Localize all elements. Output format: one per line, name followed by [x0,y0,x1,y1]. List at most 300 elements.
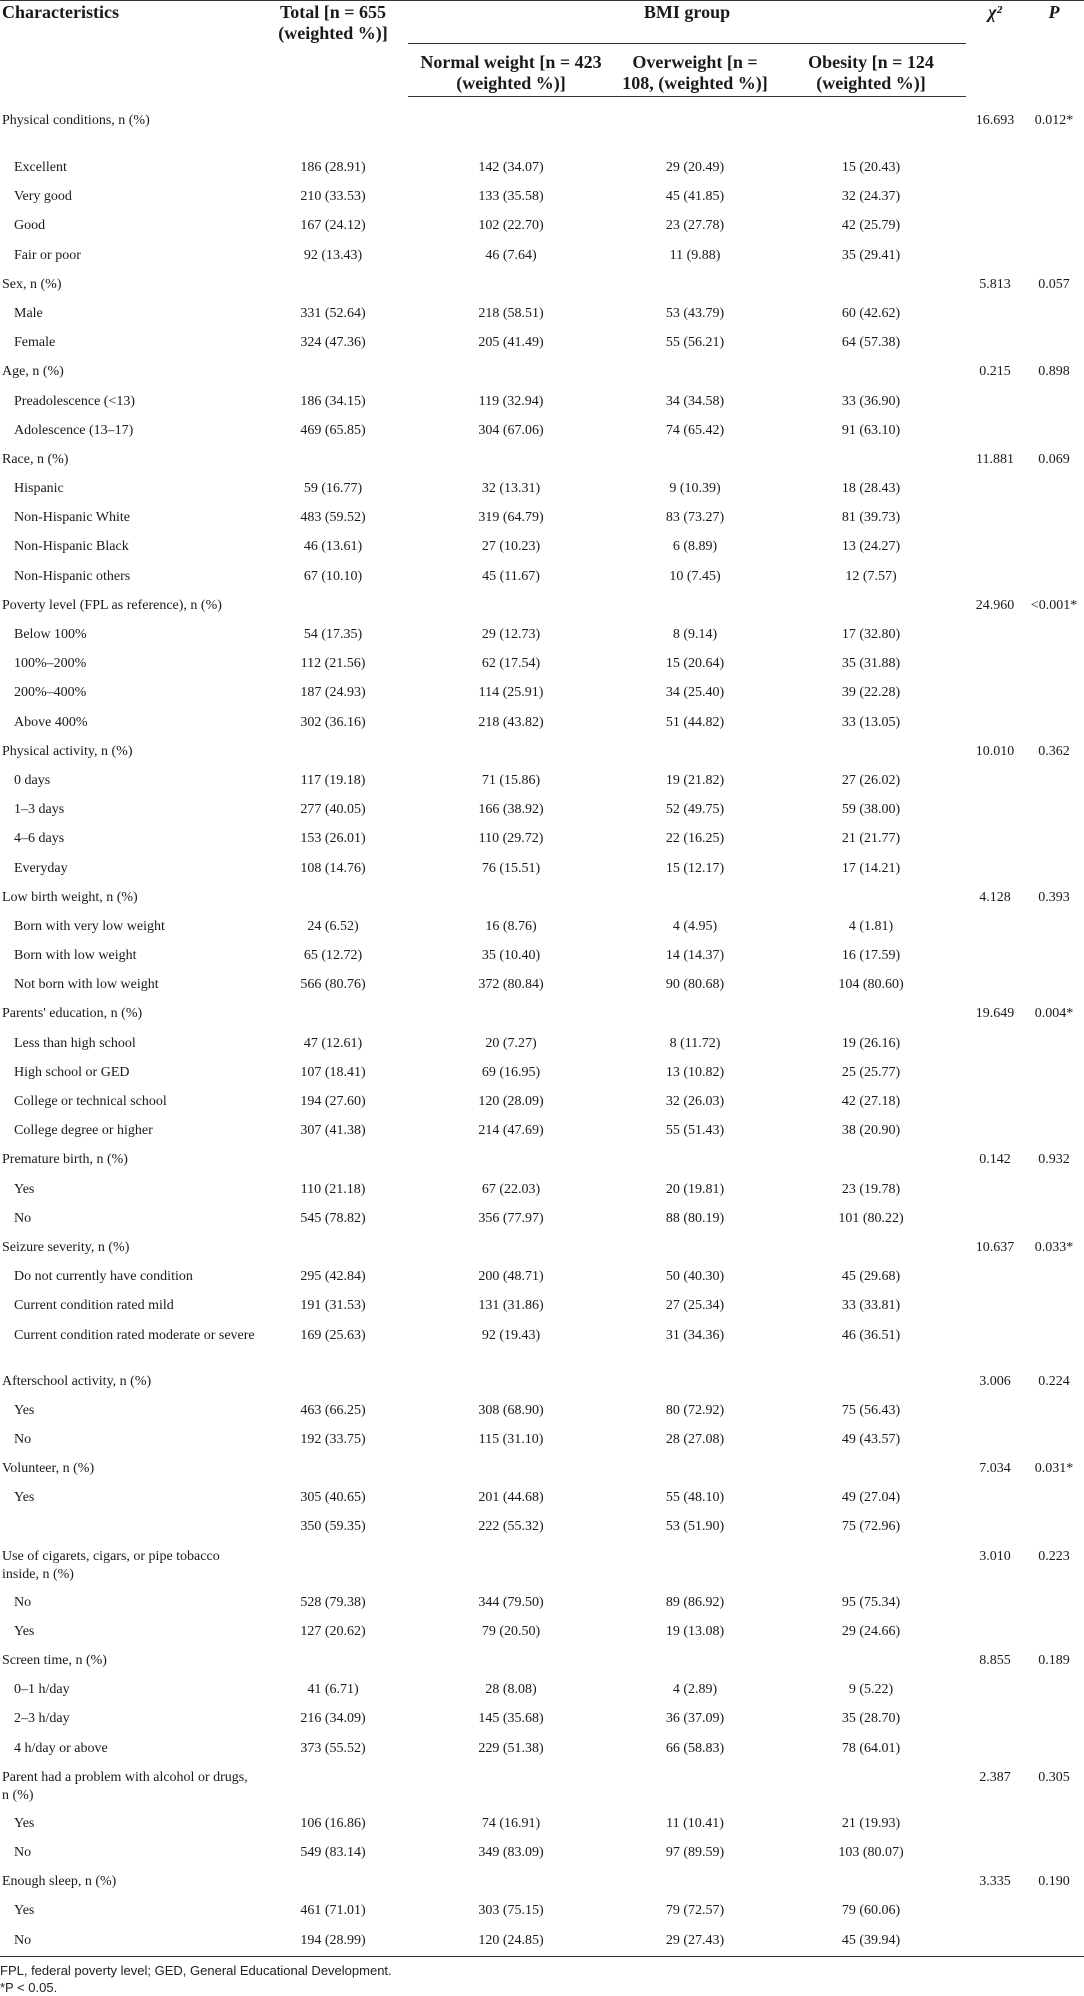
cell-total: 167 (24.12) [300,218,366,234]
cell-p-value [1024,942,1084,971]
row-label: Less than high school [14,1035,136,1051]
cell-total [258,1764,408,1810]
cell-normal-weight: 229 (51.38) [478,1740,544,1756]
row-label: Very good [14,189,72,205]
cell-chi-square [966,1589,1024,1618]
cell-chi-square [966,242,1024,271]
cell-normal-weight: 28 (8.08) [485,1682,537,1698]
cell-chi-square: 8.855 [979,1653,1011,1668]
cell-normal-weight: 20 (7.27) [485,1035,537,1051]
cell-p-value: 0.190 [1038,1874,1070,1890]
cell-obesity: 42 (27.18) [841,1094,901,1109]
cell-obesity: 45 (29.68) [841,1269,901,1285]
cell-p-value [1024,1735,1084,1764]
cell-p-value: 0.189 [1038,1653,1070,1668]
cell-normal-weight [408,592,614,621]
cell-obesity: 49 (43.57) [841,1431,901,1447]
cell-total: 24 (6.52) [307,918,359,934]
table-row [0,1322,1084,1368]
cell-total: 186 (34.15) [300,393,366,409]
cell-total: 463 (66.25) [300,1402,366,1418]
table-row [0,1618,1084,1647]
cell-total: 169 (25.63) [300,1327,366,1343]
table-row [0,1676,1084,1705]
table-row [0,650,1084,679]
cell-obesity: 103 (80.07) [838,1844,904,1860]
cell-obesity [776,738,966,767]
cell-overweight: 80 (72.92) [665,1402,725,1418]
cell-p-value [1024,913,1084,942]
cell-total: 112 (21.56) [300,656,366,672]
cell-obesity: 39 (22.28) [841,685,901,701]
cell-total: 92 (13.43) [303,247,363,263]
cell-p-value [1024,1810,1084,1839]
header-normal-weight: Normal weight [n = 423 (weighted %)] [408,43,614,96]
cell-chi-square: 24.960 [975,597,1015,613]
table-row [0,475,1084,504]
category-row [0,1000,1084,1029]
cell-normal-weight: 119 (32.94) [478,393,544,409]
row-label: No [14,1932,32,1948]
cell-normal-weight [408,1647,614,1676]
category-row [0,446,1084,475]
cell-total: 295 (42.84) [300,1269,366,1285]
cell-overweight: 52 (49.75) [665,802,725,818]
cell-p-value [1024,767,1084,796]
category-row [0,1368,1084,1397]
table-row [0,1735,1084,1764]
cell-p-value [1024,1205,1084,1234]
row-label: Hispanic [14,481,64,497]
cell-p-value: 0.004* [1034,1006,1074,1022]
cell-p-value [1024,300,1084,329]
cell-normal-weight: 205 (41.49) [478,335,544,351]
cell-total: 108 (14.76) [300,860,366,876]
cell-overweight: 22 (16.25) [665,831,725,847]
cell-total: 194 (28.99) [300,1932,366,1948]
cell-obesity [776,1368,966,1397]
category-row [0,1146,1084,1175]
table-row [0,1176,1084,1205]
cell-obesity: 95 (75.34) [841,1594,901,1610]
cell-normal-weight [408,446,614,475]
cell-obesity [776,1000,966,1029]
table-row [0,329,1084,358]
table-row [0,767,1084,796]
cell-overweight: 11 (9.88) [669,247,721,263]
cell-total: 54 (17.35) [303,627,363,642]
table-row [0,679,1084,708]
cell-overweight: 15 (20.64) [665,656,725,672]
cell-p-value [1024,709,1084,738]
cell-normal-weight: 200 (48.71) [478,1269,544,1285]
cell-overweight: 23 (27.78) [665,218,725,234]
cell-chi-square: 3.010 [979,1548,1011,1564]
cell-overweight: 11 (10.41) [666,1815,724,1831]
cell-p-value [1024,1263,1084,1292]
cell-chi-square [966,971,1024,1000]
cell-obesity: 27 (26.02) [841,772,901,788]
cell-chi-square [966,417,1024,446]
row-label: Non-Hispanic Black [14,539,129,555]
cell-overweight: 19 (21.82) [665,772,725,788]
row-label: Yes [14,1402,35,1418]
cell-overweight [614,1000,776,1029]
table-footnotes [0,1962,1084,1996]
table-row [0,971,1084,1000]
cell-obesity [776,1234,966,1263]
cell-p-value [1024,1030,1084,1059]
table-row [0,855,1084,884]
cell-overweight: 83 (73.27) [665,510,725,526]
cell-chi-square [966,942,1024,971]
row-label: 1–3 days [14,802,65,818]
cell-total: 46 (13.61) [303,539,363,555]
table-row [0,154,1084,183]
cell-total [258,1234,408,1263]
table-row [0,300,1084,329]
cell-chi-square [966,1705,1024,1734]
cell-normal-weight [408,1543,614,1589]
row-label: Non-Hispanic White [14,510,130,526]
cell-chi-square [966,1030,1024,1059]
cell-normal-weight: 145 (35.68) [478,1711,544,1727]
cell-total: 210 (33.53) [300,189,366,205]
cell-p-value [1024,475,1084,504]
cell-total [258,738,408,767]
table-bottom-rule [0,1956,1084,1957]
cell-obesity: 35 (29.41) [841,247,901,263]
cell-p-value [1024,183,1084,212]
table-row [0,504,1084,533]
cell-normal-weight: 319 (64.79) [478,510,544,526]
cell-overweight: 4 (2.89) [672,1682,718,1698]
cell-overweight [614,884,776,913]
cell-overweight: 28 (27.08) [665,1431,725,1447]
cell-p-value [1024,1927,1084,1956]
row-label: Yes [14,1490,35,1506]
header-bmi-group: BMI group [408,0,966,43]
cell-p-value [1024,1426,1084,1455]
cell-total: 107 (18.41) [300,1064,366,1080]
row-label: Age, n (%) [2,364,64,380]
cell-chi-square [966,1676,1024,1705]
row-label: Seizure severity, n (%) [2,1239,130,1255]
cell-overweight: 88 (80.19) [665,1210,725,1226]
cell-chi-square [966,1426,1024,1455]
cell-p-value [1024,825,1084,854]
cell-normal-weight: 218 (43.82) [478,714,544,730]
row-label: No [14,1594,32,1610]
cell-normal-weight: 45 (11.67) [482,568,540,584]
cell-obesity [776,271,966,300]
cell-chi-square: 10.010 [975,743,1015,759]
footnote-significance: *P < 0.05. [0,1980,58,1995]
cell-normal-weight: 131 (31.86) [478,1298,544,1314]
cell-overweight: 50 (40.30) [665,1269,725,1285]
cell-normal-weight [408,1234,614,1263]
cell-obesity: 42 (25.79) [841,218,901,234]
cell-overweight [614,592,776,621]
cell-p-value [1024,417,1084,446]
table-row [0,1397,1084,1426]
cell-obesity: 17 (32.80) [841,627,901,642]
cell-p-value: 0.223 [1038,1548,1070,1564]
cell-total [258,592,408,621]
cell-overweight: 89 (86.92) [665,1594,725,1610]
cell-total: 106 (16.86) [300,1815,366,1831]
cell-total: 110 (21.18) [300,1181,366,1197]
cell-overweight: 13 (10.82) [665,1064,725,1080]
cell-total: 307 (41.38) [300,1123,366,1139]
cell-chi-square [966,621,1024,650]
row-label: Enough sleep, n (%) [2,1874,117,1890]
cell-normal-weight: 69 (16.95) [481,1064,541,1080]
cell-total [258,271,408,300]
cell-chi-square [966,1088,1024,1117]
cell-obesity: 4 (1.81) [848,918,894,934]
cell-normal-weight [408,1368,614,1397]
cell-chi-square [966,533,1024,562]
row-label: Male [14,305,43,321]
table-row [0,1810,1084,1839]
cell-obesity [776,1647,966,1676]
cell-total [258,358,408,387]
row-label: Physical activity, n (%) [2,743,133,759]
cell-total [258,96,408,154]
category-row [0,1234,1084,1263]
cell-obesity: 38 (20.90) [841,1123,901,1139]
cell-total [258,1455,408,1484]
cell-overweight: 4 (4.95) [672,918,718,934]
cell-overweight: 90 (80.68) [665,977,725,993]
cell-p-value [1024,212,1084,241]
cell-p-value: 0.898 [1038,364,1070,380]
cell-p-value [1024,796,1084,825]
cell-chi-square [966,1292,1024,1321]
cell-obesity: 17 (14.21) [841,860,901,876]
table-top-rule [0,0,1084,1]
cell-obesity: 60 (42.62) [841,305,901,321]
cell-chi-square [966,1205,1024,1234]
cell-overweight [614,1764,776,1810]
cell-chi-square [966,1397,1024,1426]
table-row [0,1059,1084,1088]
table-row [0,417,1084,446]
cell-p-value: <0.001* [1030,597,1078,613]
cell-obesity: 59 (38.00) [841,802,901,818]
cell-normal-weight: 120 (28.09) [478,1094,544,1109]
row-label: 0 days [14,772,51,788]
cell-overweight: 27 (25.34) [665,1298,725,1314]
cell-normal-weight: 27 (10.23) [481,539,541,555]
cell-p-value: 0.012* [1034,113,1074,128]
cell-chi-square [966,154,1024,183]
cell-normal-weight [408,1868,614,1897]
category-row [0,592,1084,621]
row-label: Preadolescence (<13) [14,393,136,409]
cell-chi-square: 4.128 [979,889,1011,905]
cell-overweight: 32 (26.03) [665,1094,725,1109]
row-label: College degree or higher [14,1123,153,1139]
cell-normal-weight: 74 (16.91) [481,1815,541,1831]
cell-total: 216 (34.09) [300,1711,366,1727]
table-row [0,796,1084,825]
cell-normal-weight: 62 (17.54) [481,656,541,672]
table-row [0,563,1084,592]
cell-obesity: 81 (39.73) [841,510,901,526]
row-label: Volunteer, n (%) [2,1461,95,1477]
table-row [0,1426,1084,1455]
category-row [0,738,1084,767]
cell-normal-weight: 16 (8.76) [485,918,537,934]
cell-overweight [614,1234,776,1263]
cell-p-value [1024,1839,1084,1868]
cell-p-value [1024,1397,1084,1426]
cell-overweight [614,738,776,767]
cell-chi-square: 3.006 [979,1373,1011,1389]
cell-obesity [776,1455,966,1484]
cell-chi-square [966,1176,1024,1205]
header-p-value: P [1048,2,1060,22]
row-label: Sex, n (%) [2,276,62,292]
header-chi-square: χ² [988,2,1002,22]
cell-overweight [614,271,776,300]
cell-chi-square: 10.637 [975,1239,1015,1255]
cell-total: 549 (83.14) [300,1844,366,1860]
cell-obesity [776,446,966,475]
table-row [0,1030,1084,1059]
cell-chi-square [966,1810,1024,1839]
cell-normal-weight: 114 (25.91) [478,685,544,701]
cell-chi-square [966,1263,1024,1292]
cell-total: 192 (33.75) [300,1431,366,1447]
cell-overweight: 31 (34.36) [665,1327,725,1343]
cell-overweight: 19 (13.08) [665,1623,725,1639]
row-label: 2–3 h/day [14,1711,70,1727]
cell-normal-weight: 304 (67.06) [478,422,544,438]
row-label: Yes [14,1903,35,1919]
cell-total [258,1868,408,1897]
category-row [0,1543,1084,1589]
cell-p-value: 0.031* [1034,1461,1074,1477]
row-label: Afterschool activity, n (%) [2,1373,152,1389]
cell-total [258,1368,408,1397]
cell-total: 191 (31.53) [300,1298,366,1314]
table-body [0,96,1084,1956]
cell-chi-square [966,183,1024,212]
table-row [0,1897,1084,1926]
cell-chi-square: 7.034 [979,1461,1011,1477]
table-row [0,533,1084,562]
cell-overweight [614,1868,776,1897]
cell-p-value [1024,504,1084,533]
cell-overweight: 29 (20.49) [665,160,725,175]
row-label: Fair or poor [14,247,81,263]
cell-chi-square [966,388,1024,417]
cell-chi-square [966,1059,1024,1088]
category-row [0,271,1084,300]
cell-chi-square [966,796,1024,825]
cell-chi-square [966,1927,1024,1956]
table-row [0,242,1084,271]
cell-obesity: 32 (24.37) [841,189,901,205]
cell-obesity: 35 (28.70) [841,1711,901,1727]
row-label: Physical conditions, n (%) [2,113,150,128]
row-label: Premature birth, n (%) [2,1152,128,1168]
cell-obesity: 79 (60.06) [841,1903,901,1919]
cell-p-value [1024,1176,1084,1205]
row-label: Below 100% [14,627,87,642]
table-row [0,621,1084,650]
cell-overweight [614,1455,776,1484]
cell-obesity: 21 (19.93) [841,1815,901,1831]
cell-normal-weight: 110 (29.72) [478,831,544,847]
cell-normal-weight [408,358,614,387]
cell-obesity: 29 (24.66) [841,1623,901,1639]
cell-chi-square [966,913,1024,942]
cell-chi-square: 0.215 [979,364,1011,380]
row-label: Screen time, n (%) [2,1653,107,1668]
row-label: No [14,1210,32,1226]
table-row [0,1484,1084,1513]
footnote-abbreviations: FPL, federal poverty level; GED, General Educational Development. [0,1963,392,1978]
cell-normal-weight: 71 (15.86) [481,772,541,788]
cell-p-value: 0.362 [1038,743,1070,759]
row-label: Good [14,218,46,234]
cell-total: 59 (16.77) [303,481,363,497]
cell-overweight [614,446,776,475]
cell-overweight: 14 (14.37) [665,948,725,964]
row-label: Current condition rated moderate or severe [14,1327,255,1343]
cell-chi-square [966,825,1024,854]
table-row [0,1292,1084,1321]
cell-p-value [1024,1513,1084,1542]
cell-total [258,1647,408,1676]
table-row [0,1839,1084,1868]
cell-p-value [1024,1484,1084,1513]
cell-obesity: 75 (56.43) [841,1402,901,1418]
cell-p-value [1024,1676,1084,1705]
cell-total: 302 (36.16) [300,714,366,730]
category-row [0,1764,1084,1810]
row-label: Poverty level (FPL as reference), n (%) [2,597,222,613]
cell-obesity: 23 (19.78) [841,1181,901,1197]
cell-obesity: 46 (36.51) [841,1327,901,1343]
cell-overweight [614,1368,776,1397]
cell-obesity: 49 (27.04) [841,1490,901,1506]
row-label: Yes [14,1623,35,1639]
cell-p-value: 0.069 [1038,451,1070,467]
category-row [0,1647,1084,1676]
cell-p-value [1024,154,1084,183]
cell-p-value [1024,1589,1084,1618]
row-label: 4–6 days [14,831,65,847]
table-row [0,942,1084,971]
cell-p-value [1024,679,1084,708]
cell-overweight: 45 (41.85) [665,189,725,205]
cell-overweight [614,1647,776,1676]
cell-obesity [776,1868,966,1897]
cell-normal-weight: 76 (15.51) [481,860,541,876]
cell-obesity: 35 (31.88) [841,656,901,672]
cell-total: 528 (79.38) [300,1594,366,1610]
cell-chi-square [966,1322,1024,1368]
cell-chi-square [966,1839,1024,1868]
table-header [0,0,1084,96]
cell-total [258,1000,408,1029]
cell-total [258,1146,408,1175]
